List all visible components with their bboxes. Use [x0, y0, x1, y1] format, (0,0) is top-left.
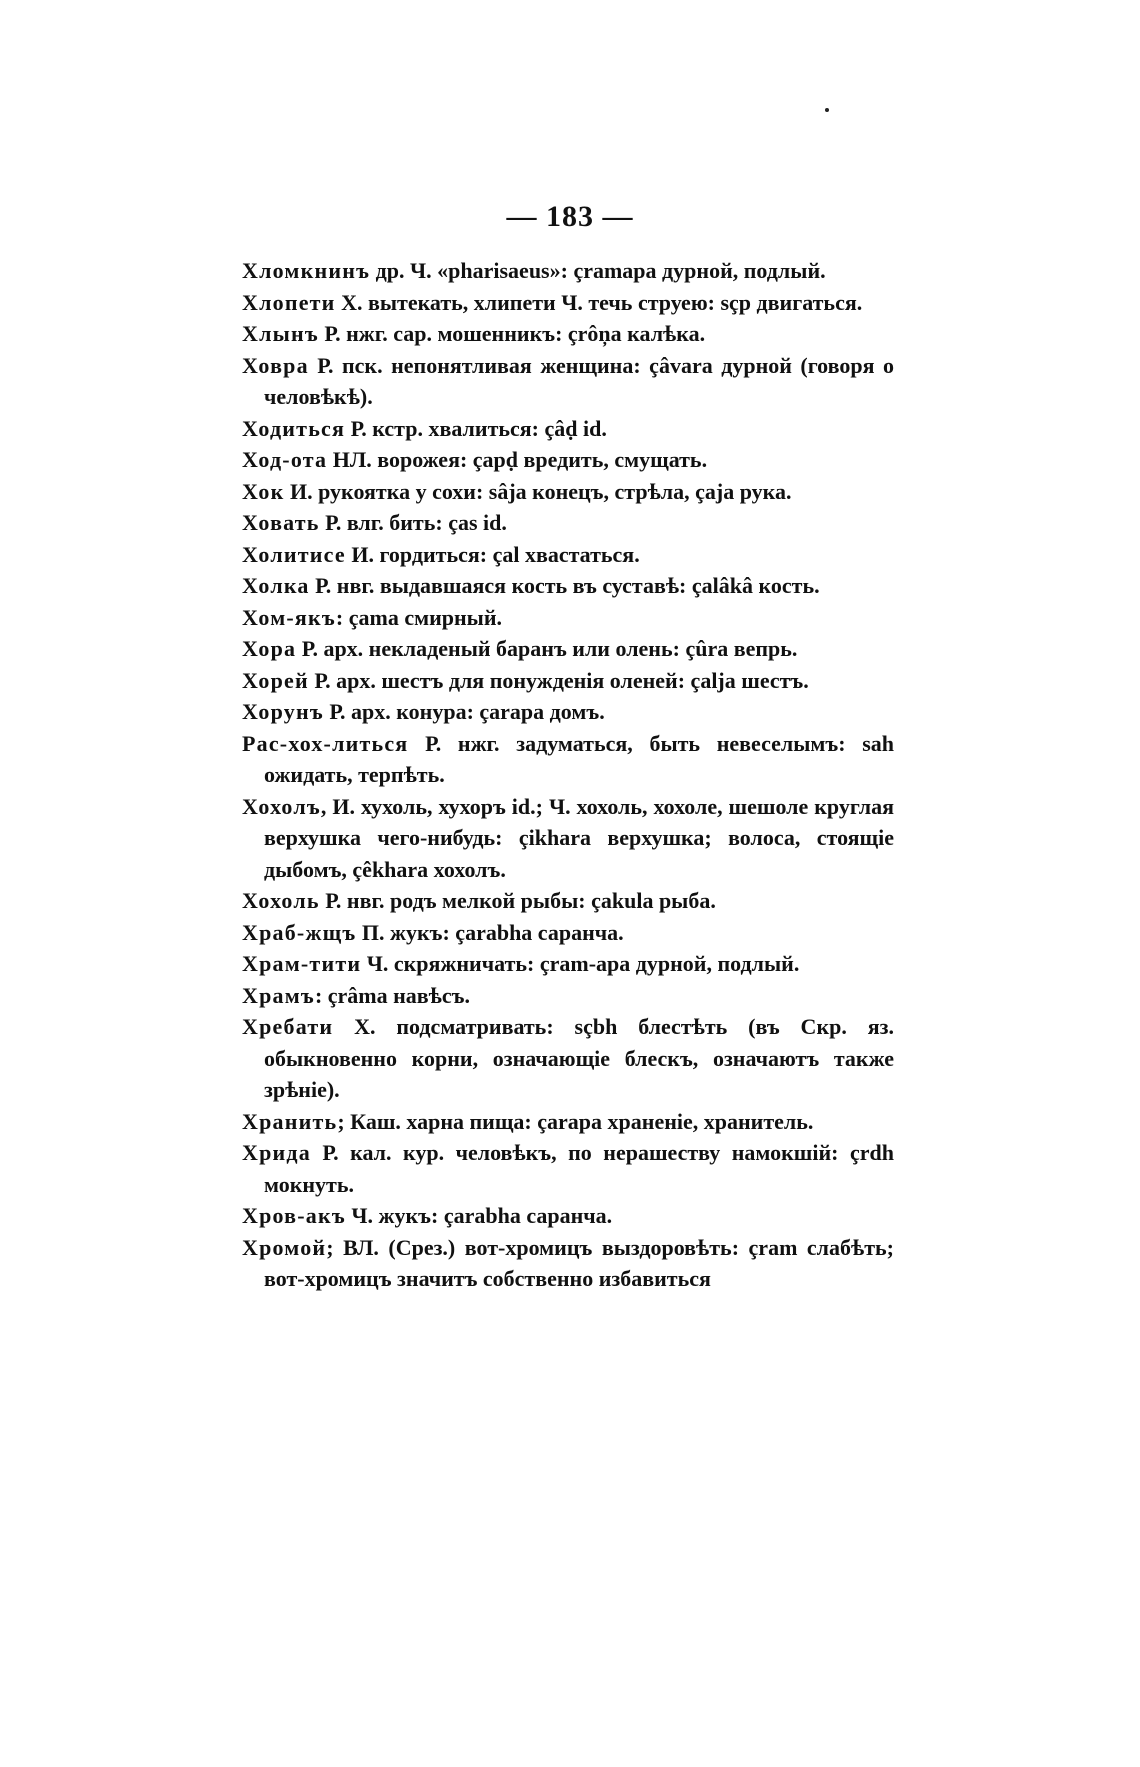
entry [242, 350, 894, 413]
entry-text: Ч. жукъ: çarabha саранча. [345, 1203, 613, 1228]
headword: Хом-якъ [242, 604, 336, 630]
headword: Хромой [242, 1234, 327, 1260]
entry-text: Р. арх. некладеный баранъ или олень: çûra вепрь. [296, 636, 798, 661]
headword: Хлынъ [242, 321, 319, 346]
entry-text: Х. подсматривать: sçbh блестѣть (въ Скр. яз. обыкновенно корни, означающіе блескъ, означаютъ также зрѣніе). [264, 1014, 894, 1102]
entry-text: И. гордиться: çal хвастаться. [345, 541, 640, 567]
headword: Хохоль [242, 888, 320, 913]
entry [242, 539, 894, 571]
headword: Холка [242, 573, 310, 598]
entry-text: Р. пск. непонятливая женщина: çâvara дурной (говоря о человѣкѣ). [264, 352, 894, 409]
entry-text: Р. нжг. задуматься, быть невеселымъ: sah ожидать, терпѣть. [264, 730, 894, 787]
headword: Хранить [242, 1108, 338, 1134]
headword: Хров-акъ [242, 1203, 346, 1228]
entry [242, 318, 894, 350]
headword: Рас-хох-литься [242, 730, 409, 756]
entry-text: Р. нвг. выдавшаяся кость въ суставѣ: çalâkâ кость. [309, 573, 820, 598]
headword: Хохолъ [242, 793, 321, 819]
headword: Хребати [242, 1014, 334, 1039]
entry-text: Р. арх. шестъ для понужденія оленей: çalja шестъ. [308, 667, 809, 693]
entry [242, 1106, 894, 1138]
stray-ink-dot [825, 108, 829, 112]
entry [242, 507, 894, 539]
entry-text: Р. нжг. сар. мошенникъ: çrôņa калѣка. [318, 321, 706, 346]
headword: Ход-ота [242, 447, 328, 472]
entry [242, 1011, 894, 1106]
headword: Хорунъ [242, 699, 324, 724]
entry [242, 1232, 894, 1295]
headword: Хрида [242, 1140, 311, 1165]
entry [242, 917, 894, 949]
page-number: — 183 — [506, 200, 634, 233]
entry-text: ; ВЛ. (Срез.) вот-хромицъ выздоровѣть: çram слабѣть; вот-хромицъ значитъ собственно избавиться [264, 1234, 894, 1291]
entry [242, 980, 894, 1012]
dictionary-entries [242, 255, 894, 1295]
headword: Хломкнинъ [242, 258, 371, 283]
headword: Хлопети [242, 289, 336, 315]
entry-text: Р. нвг. родъ мелкой рыбы: çakula рыба. [319, 888, 716, 913]
entry-text: П. жукъ: çarabha саранча. [356, 919, 624, 945]
headword: Ховра [242, 352, 309, 378]
headword: Ходиться [242, 415, 346, 441]
entry [242, 444, 894, 476]
entry [242, 696, 894, 728]
entry [242, 665, 894, 697]
entry [242, 287, 894, 319]
entry [242, 885, 894, 917]
entry-text: Р. кстр. хвалиться: çâḍ id. [345, 415, 607, 441]
headword: Холитисе [242, 541, 346, 567]
headword: Хок [242, 478, 285, 504]
headword: Храб-жщъ [242, 919, 357, 945]
headword: Храмъ [242, 982, 315, 1008]
entry [242, 1200, 894, 1232]
entry-text: : çama смирный. [335, 604, 503, 630]
entry-text: , И. хухоль, хухоръ id.; Ч. хохоль, хохоле, шешоле круглая верхушка чего-нибудь: çikhara верхушка; волоса, стоящіе дыбомъ, çêkhara хохолъ. [264, 793, 894, 882]
headword: Хора [242, 636, 297, 661]
entry-text: : çrâma навѣсъ. [314, 982, 470, 1008]
entry-text: ; Каш. харна пища: çarapa храненіе, хранитель. [337, 1108, 814, 1134]
entry-text: Р. арх. конура: çarapa домъ. [323, 699, 605, 724]
entry [242, 948, 894, 980]
entry [242, 255, 894, 287]
headword: Храм-тити [242, 951, 362, 976]
entry-text: Р. влг. бить: ças id. [319, 510, 507, 535]
entry-text: Р. кал. кур. человѣкъ, по нерашеству намокшій: çrdh мокнуть. [264, 1140, 894, 1197]
entry [242, 633, 894, 665]
entry-text: др. Ч. «pharisaeus»: çramapa дурной, подлый. [370, 258, 826, 283]
entry [242, 413, 894, 445]
entry-text: И. рукоятка у сохи: sâja конецъ, стрѣла, çaja рука. [284, 478, 792, 504]
entry [242, 728, 894, 791]
entry-text: Х. вытекать, хлипети Ч. течь струею: sçp двигаться. [335, 289, 863, 315]
entry [242, 476, 894, 508]
entry [242, 791, 894, 886]
entry [242, 602, 894, 634]
headword: Хорей [242, 667, 309, 693]
entry [242, 570, 894, 602]
headword: Ховать [242, 510, 320, 535]
entry-text: Ч. скряжничать: çram-apa дурной, подлый. [361, 951, 800, 976]
entry [242, 1137, 894, 1200]
entry-text: НЛ. ворожея: çapḍ вредить, смущать. [327, 447, 708, 472]
